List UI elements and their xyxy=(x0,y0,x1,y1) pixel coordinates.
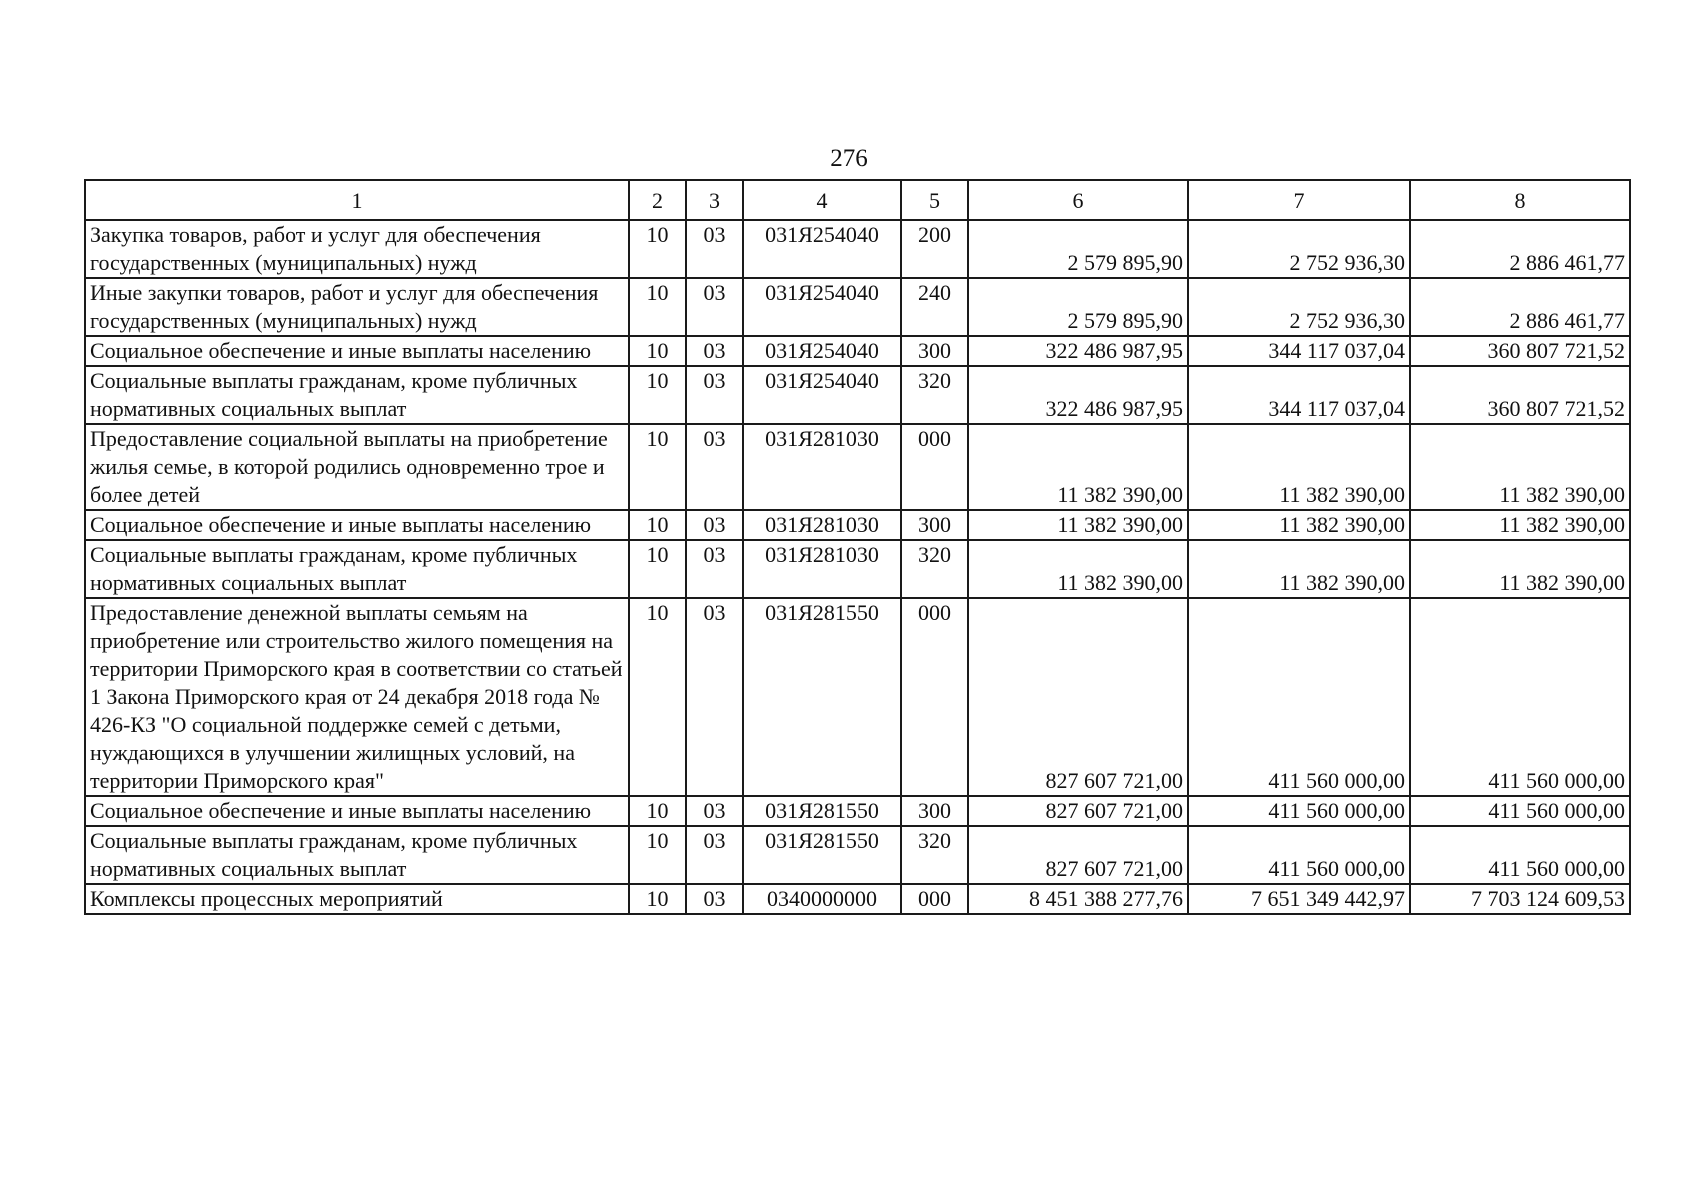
row-amount-col8: 411 560 000,00 xyxy=(1410,598,1630,796)
row-expense-type: 000 xyxy=(901,598,968,796)
row-name: Иные закупки товаров, работ и услуг для обеспечения государственных (муниципальных) нужд xyxy=(85,278,629,336)
row-expense-type: 300 xyxy=(901,510,968,540)
row-expense-type: 320 xyxy=(901,540,968,598)
row-target-code: 031Я254040 xyxy=(743,278,901,336)
row-expense-type: 300 xyxy=(901,796,968,826)
row-target-code: 031Я254040 xyxy=(743,336,901,366)
column-header: 6 xyxy=(968,180,1188,220)
row-expense-type: 240 xyxy=(901,278,968,336)
row-target-code: 031Я281550 xyxy=(743,598,901,796)
column-header: 3 xyxy=(686,180,743,220)
row-amount-col6: 11 382 390,00 xyxy=(968,510,1188,540)
row-section: 10 xyxy=(629,826,686,884)
row-expense-type: 300 xyxy=(901,336,968,366)
table-row xyxy=(85,424,1630,510)
row-subsection: 03 xyxy=(686,826,743,884)
row-section: 10 xyxy=(629,424,686,510)
row-name: Комплексы процессных мероприятий xyxy=(85,884,629,914)
row-amount-col6: 2 579 895,90 xyxy=(968,278,1188,336)
row-amount-col8: 11 382 390,00 xyxy=(1410,424,1630,510)
row-amount-col7: 411 560 000,00 xyxy=(1188,598,1410,796)
row-section: 10 xyxy=(629,336,686,366)
column-header: 8 xyxy=(1410,180,1630,220)
row-name: Социальное обеспечение и иные выплаты населению xyxy=(85,336,629,366)
row-target-code: 031Я281550 xyxy=(743,826,901,884)
table-header-row xyxy=(85,180,1630,220)
row-expense-type: 320 xyxy=(901,826,968,884)
row-amount-col6: 322 486 987,95 xyxy=(968,366,1188,424)
row-amount-col6: 11 382 390,00 xyxy=(968,540,1188,598)
row-name: Социальные выплаты гражданам, кроме публичных нормативных социальных выплат xyxy=(85,826,629,884)
row-amount-col8: 411 560 000,00 xyxy=(1410,796,1630,826)
row-amount-col7: 11 382 390,00 xyxy=(1188,540,1410,598)
row-name: Предоставление денежной выплаты семьям на приобретение или строительство жилого помещения на территории Приморского края в соответствии со статьей 1 Закона Приморского края от 24 декабря 2018 года № 426-КЗ "О социальной поддержке семей с детьми, нуждающихся в улучшении жилищных условий, на территории Приморского края" xyxy=(85,598,629,796)
row-section: 10 xyxy=(629,884,686,914)
row-expense-type: 000 xyxy=(901,424,968,510)
row-subsection: 03 xyxy=(686,884,743,914)
row-name: Социальные выплаты гражданам, кроме публичных нормативных социальных выплат xyxy=(85,540,629,598)
column-header: 1 xyxy=(85,180,629,220)
row-amount-col7: 344 117 037,04 xyxy=(1188,366,1410,424)
budget-table xyxy=(84,179,1631,915)
row-expense-type: 200 xyxy=(901,220,968,278)
row-expense-type: 000 xyxy=(901,884,968,914)
table-row xyxy=(85,796,1630,826)
row-section: 10 xyxy=(629,278,686,336)
row-target-code: 031Я254040 xyxy=(743,220,901,278)
row-amount-col8: 360 807 721,52 xyxy=(1410,366,1630,424)
row-section: 10 xyxy=(629,540,686,598)
row-section: 10 xyxy=(629,598,686,796)
row-amount-col7: 2 752 936,30 xyxy=(1188,278,1410,336)
row-amount-col8: 411 560 000,00 xyxy=(1410,826,1630,884)
page-number: 276 xyxy=(830,145,868,172)
row-name: Социальные выплаты гражданам, кроме публичных нормативных социальных выплат xyxy=(85,366,629,424)
row-amount-col6: 8 451 388 277,76 xyxy=(968,884,1188,914)
row-subsection: 03 xyxy=(686,220,743,278)
row-target-code: 031Я281030 xyxy=(743,540,901,598)
row-target-code: 031Я281030 xyxy=(743,510,901,540)
row-name: Социальное обеспечение и иные выплаты населению xyxy=(85,510,629,540)
row-subsection: 03 xyxy=(686,598,743,796)
column-header: 7 xyxy=(1188,180,1410,220)
row-section: 10 xyxy=(629,510,686,540)
row-amount-col7: 11 382 390,00 xyxy=(1188,510,1410,540)
row-amount-col8: 11 382 390,00 xyxy=(1410,510,1630,540)
row-amount-col8: 7 703 124 609,53 xyxy=(1410,884,1630,914)
table-row xyxy=(85,884,1630,914)
table-row xyxy=(85,366,1630,424)
row-amount-col7: 344 117 037,04 xyxy=(1188,336,1410,366)
row-amount-col8: 2 886 461,77 xyxy=(1410,278,1630,336)
row-amount-col7: 11 382 390,00 xyxy=(1188,424,1410,510)
row-name: Предоставление социальной выплаты на приобретение жилья семье, в которой родились одновременно трое и более детей xyxy=(85,424,629,510)
row-amount-col8: 2 886 461,77 xyxy=(1410,220,1630,278)
row-section: 10 xyxy=(629,796,686,826)
row-subsection: 03 xyxy=(686,336,743,366)
row-amount-col8: 360 807 721,52 xyxy=(1410,336,1630,366)
row-amount-col6: 827 607 721,00 xyxy=(968,796,1188,826)
row-target-code: 0340000000 xyxy=(743,884,901,914)
table-row xyxy=(85,826,1630,884)
row-amount-col7: 2 752 936,30 xyxy=(1188,220,1410,278)
column-header: 5 xyxy=(901,180,968,220)
table-row xyxy=(85,510,1630,540)
table-row xyxy=(85,540,1630,598)
row-subsection: 03 xyxy=(686,424,743,510)
row-expense-type: 320 xyxy=(901,366,968,424)
row-subsection: 03 xyxy=(686,540,743,598)
row-amount-col6: 322 486 987,95 xyxy=(968,336,1188,366)
row-name: Социальное обеспечение и иные выплаты населению xyxy=(85,796,629,826)
row-amount-col8: 11 382 390,00 xyxy=(1410,540,1630,598)
table-row xyxy=(85,220,1630,278)
row-section: 10 xyxy=(629,220,686,278)
column-header: 4 xyxy=(743,180,901,220)
row-target-code: 031Я281550 xyxy=(743,796,901,826)
row-amount-col7: 7 651 349 442,97 xyxy=(1188,884,1410,914)
row-amount-col6: 11 382 390,00 xyxy=(968,424,1188,510)
row-amount-col7: 411 560 000,00 xyxy=(1188,796,1410,826)
row-amount-col7: 411 560 000,00 xyxy=(1188,826,1410,884)
row-subsection: 03 xyxy=(686,366,743,424)
row-section: 10 xyxy=(629,366,686,424)
table-row xyxy=(85,598,1630,796)
row-amount-col6: 827 607 721,00 xyxy=(968,826,1188,884)
table-row xyxy=(85,278,1630,336)
row-target-code: 031Я254040 xyxy=(743,366,901,424)
row-amount-col6: 2 579 895,90 xyxy=(968,220,1188,278)
row-subsection: 03 xyxy=(686,510,743,540)
row-subsection: 03 xyxy=(686,796,743,826)
row-subsection: 03 xyxy=(686,278,743,336)
row-target-code: 031Я281030 xyxy=(743,424,901,510)
row-amount-col6: 827 607 721,00 xyxy=(968,598,1188,796)
column-header: 2 xyxy=(629,180,686,220)
row-name: Закупка товаров, работ и услуг для обеспечения государственных (муниципальных) нужд xyxy=(85,220,629,278)
table-row xyxy=(85,336,1630,366)
